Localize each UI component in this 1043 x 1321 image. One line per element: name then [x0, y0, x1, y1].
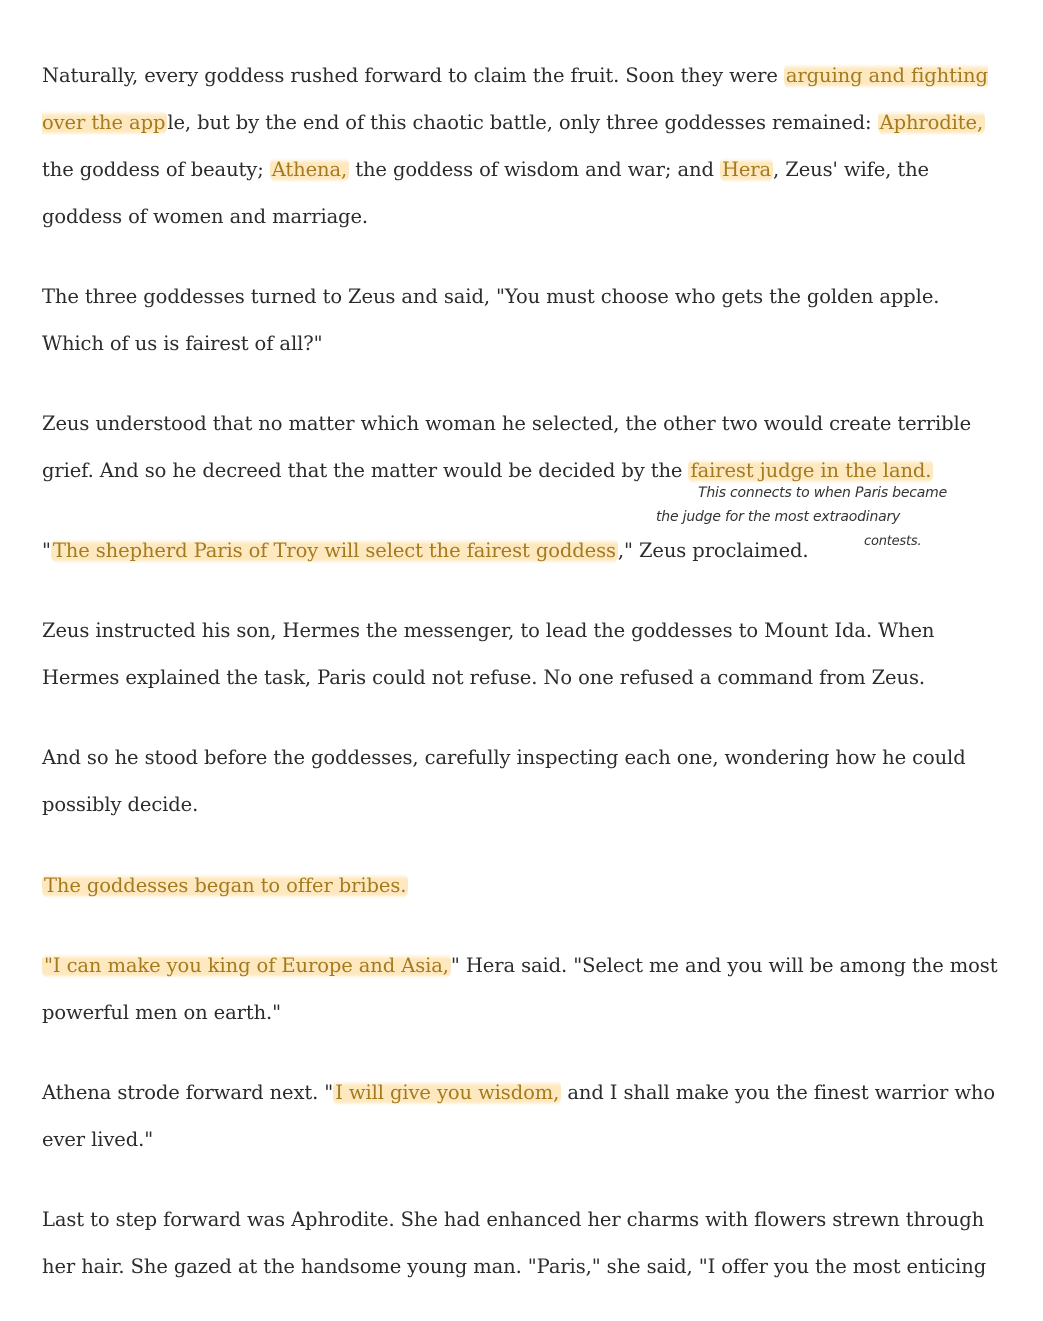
- paragraph-bribes: [42, 862, 1002, 909]
- highlight: Athena,: [270, 155, 349, 184]
- text-run: the goddess of beauty;: [42, 158, 270, 181]
- handwritten-annotation-line: This connects to when Paris became: [698, 485, 948, 501]
- paragraph-zeus-proclaims: [42, 527, 1002, 574]
- highlight: fairest judge in the land.: [688, 456, 933, 485]
- text-run: Athena strode forward next. ": [42, 1081, 334, 1104]
- text-run: " Hera said. "Select me and you will be among the most powerful men on earth.": [42, 954, 998, 1024]
- paragraph-goddesses-fight: [42, 52, 1002, 240]
- paragraph-hera-offer: [42, 942, 1002, 1036]
- paragraph-aphrodite-offer: Last to step forward was Aphrodite. She had enhanced her charms with flowers strewn through her hair. She gazed at the handsome young man. "Paris," she said, "I offer you the most enticing: [42, 1208, 987, 1278]
- highlight: arguing and fighting over the app: [42, 61, 988, 137]
- text-run: Naturally, every goddess rushed forward to claim the fruit. Soon they were: [42, 64, 784, 87]
- highlight: The shepherd Paris of Troy will select the fairest goddess: [51, 536, 618, 565]
- handwritten-annotation-line: the judge for the most extraodinary: [656, 509, 901, 525]
- paragraph-hermes: Zeus instructed his son, Hermes the messenger, to lead the goddesses to Mount Ida. When Hermes explained the task, Paris could not refuse. No one refused a command from Zeus.: [42, 619, 935, 689]
- highlight: Hera: [720, 155, 773, 184]
- paragraph-paris-inspects: And so he stood before the goddesses, carefully inspecting each one, wondering how he could possibly decide.: [42, 746, 966, 816]
- text-run: and I shall make you the finest warrior who ever lived.": [42, 1081, 996, 1151]
- highlight: "I can make you king of Europe and Asia,: [42, 951, 451, 980]
- paragraph-athena-offer: [42, 1069, 1002, 1163]
- text-run: , Zeus' wife, the goddess of women and marriage.: [42, 158, 929, 228]
- paragraph-ask-zeus: The three goddesses turned to Zeus and said, "You must choose who gets the golden apple. Which of us is fairest of all?": [42, 285, 940, 355]
- handwritten-annotation-line: contests.: [864, 534, 922, 549]
- paragraph-zeus-decree: [42, 400, 1002, 494]
- highlight: The goddesses began to offer bribes.: [42, 871, 408, 900]
- text-run: ," Zeus proclaimed.: [617, 539, 809, 562]
- text-run: ": [42, 539, 51, 562]
- text-run: Zeus understood that no matter which woman he selected, the other two would create terrible grief. And so he decreed that the matter would be decided by the: [42, 412, 972, 482]
- highlight: I will give you wisdom,: [333, 1078, 561, 1107]
- text-run: the goddess of wisdom and war; and: [349, 158, 720, 181]
- highlight: Aphrodite,: [878, 108, 985, 137]
- text-run: le, but by the end of this chaotic battle, only three goddesses remained:: [167, 111, 878, 134]
